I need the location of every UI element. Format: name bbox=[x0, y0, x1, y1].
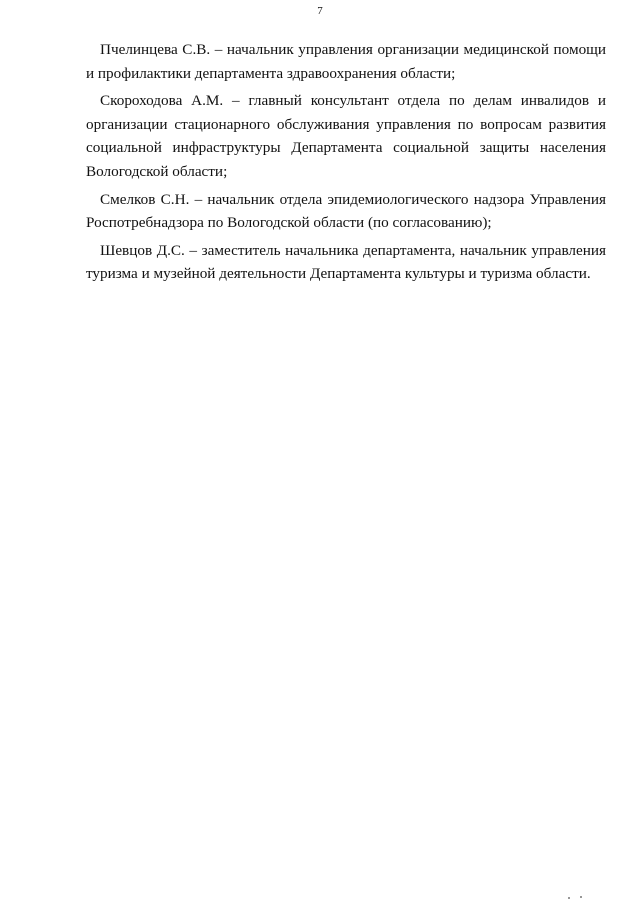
page-number: 7 bbox=[317, 5, 323, 17]
member-list bbox=[86, 38, 606, 290]
list-item: Скороходова А.М. – главный консультант отдела по делам инвалидов и организации стационарного обслуживания управления по вопросам развития социальной инфраструктуры Департамента социальной защиты населения Вологодской области; bbox=[86, 92, 606, 180]
scan-artifact bbox=[568, 896, 588, 899]
list-item: Смелков С.Н. – начальник отдела эпидемиологического надзора Управления Роспотребнадзора по Вологодской области (по согласованию); bbox=[86, 190, 606, 232]
list-item: Шевцов Д.С. – заместитель начальника департамента, начальник управления туризма и музейной деятельности Департамента культуры и туризма области. bbox=[86, 241, 606, 283]
list-item: Пчелинцева С.В. – начальник управления организации медицинской помощи и профилактики департамента здравоохранения области; bbox=[86, 41, 606, 82]
